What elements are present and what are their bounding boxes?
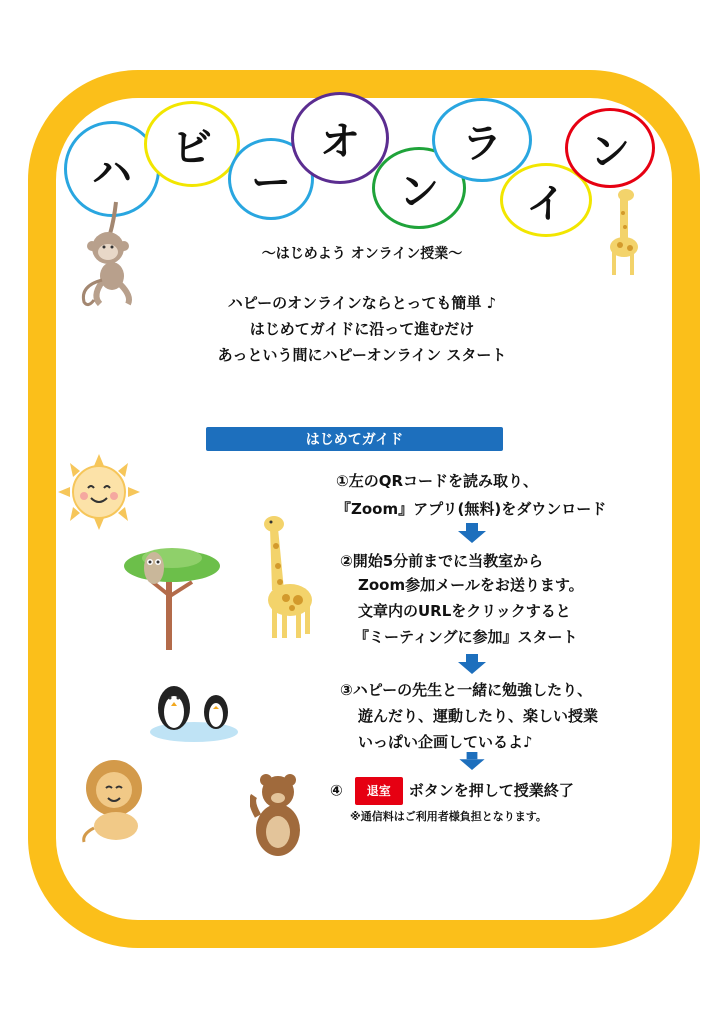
penguins-icon [146, 680, 242, 744]
step-3-line-3: いっぱい企画しているよ♪ [358, 733, 533, 751]
title-bubble-1: ハ [64, 121, 160, 217]
step-4 [330, 777, 574, 805]
step-2-line-4: 『ミーティングに参加』スタート [354, 628, 578, 646]
down-arrow-icon-3 [456, 752, 488, 770]
title-bubble-5: ン [372, 147, 466, 229]
title-bubble-7: イ [500, 163, 592, 237]
intro-line-1: ハピーのオンラインならとっても簡単 ♪ [227, 294, 497, 312]
title-bubble-2: ビ [144, 101, 240, 187]
fee-note: ※通信料はご利用者様負担となります。 [350, 810, 547, 823]
step-1-line-1: ①左のQRコードを読み取り、 [336, 472, 539, 490]
step-2-line-3: 文章内のURLをクリックすると [358, 602, 571, 620]
lion-icon [76, 758, 152, 846]
down-arrow-icon-1 [456, 523, 488, 543]
intro-line-3: あっという間にハピーオンライン スタート [217, 346, 507, 364]
step-2-line-2: Zoom参加メールをお送ります。 [358, 576, 584, 594]
guide-header: はじめてガイド [206, 427, 503, 451]
title-bubble-3: ー [228, 138, 314, 220]
step-3-line-1: ③ハピーの先生と一緒に勉強したり、 [340, 681, 593, 699]
intro-line-2: はじめてガイドに沿って進むだけ [249, 320, 475, 338]
title-bubble-6: ラ [432, 98, 532, 182]
subtitle: 〜はじめよう オンライン授業〜 [261, 246, 463, 262]
giraffe-icon [250, 510, 314, 640]
step-3-line-2: 遊んだり、運動したり、楽しい授業 [358, 707, 599, 725]
sun-icon [56, 452, 142, 532]
step-4-text: ボタンを押して授業終了 [408, 781, 574, 800]
down-arrow-icon-2 [456, 654, 488, 674]
step-2-line-1: ②開始5分前までに当教室から [340, 552, 544, 570]
bear-icon [250, 772, 306, 858]
exit-button: 退室 [355, 777, 403, 805]
title-bubble-4: オ [291, 92, 389, 184]
step-1-line-2: 『Zoom』アプリ(無料)をダウンロード [336, 500, 607, 518]
title-bubble-8: ン [565, 108, 655, 188]
giraffe-small-icon [598, 185, 648, 280]
step-4-number: ④ [330, 781, 343, 800]
owl-in-tree-icon [120, 540, 224, 652]
